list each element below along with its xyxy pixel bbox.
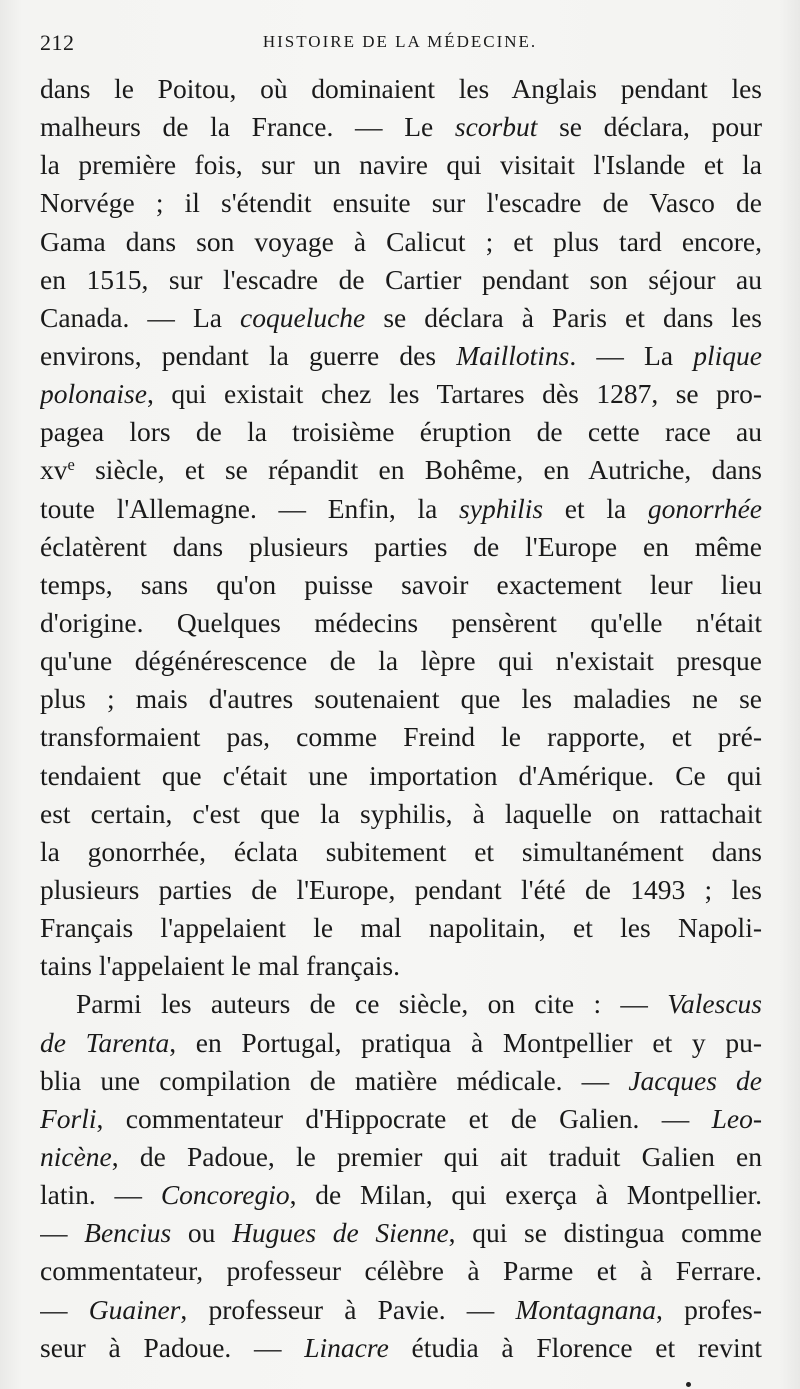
print-speck bbox=[686, 1382, 691, 1387]
running-header bbox=[40, 30, 760, 58]
text-run: la première fois, sur un navire qui visitait l'Islande et la bbox=[40, 149, 762, 181]
text-line bbox=[40, 299, 762, 337]
text-run: en 1515, sur l'escadre de Cartier pendant son séjour au bbox=[40, 263, 762, 295]
text-run: se déclara, pour bbox=[537, 111, 762, 143]
page-number: 212 bbox=[40, 30, 75, 55]
text-run: Gama dans son voyage à Calicut ; et plus tard encore, bbox=[40, 225, 762, 257]
text-line bbox=[40, 718, 762, 756]
text-run: toute l'Allemagne. — Enfin, la bbox=[40, 492, 460, 524]
text-run: , professeur à Pavie. — bbox=[180, 1293, 516, 1325]
text-run: latin. — bbox=[40, 1179, 161, 1211]
text-run: éclatèrent dans plusieurs parties de l'Europe en même bbox=[40, 530, 762, 562]
italic-term: Concoregio bbox=[160, 1179, 290, 1211]
text-line bbox=[40, 680, 762, 718]
text-run: blia une compilation de matière médicale. — bbox=[40, 1064, 629, 1096]
body-text bbox=[40, 70, 762, 1367]
text-run: qu'une dégénérescence de la lèpre qui n'existait presque bbox=[40, 645, 762, 677]
text-run: , commentateur d'Hippocrate et de Galien. — bbox=[96, 1102, 712, 1134]
text-run: est certain, c'est que la syphilis, à laquelle on rattachait bbox=[40, 797, 762, 829]
italic-term: scorbut bbox=[454, 111, 538, 143]
text-run: seur à Padoue. — bbox=[40, 1331, 305, 1363]
text-run: — bbox=[40, 1293, 89, 1325]
text-run: pagea lors de la troisième éruption de cette race au bbox=[40, 416, 762, 448]
text-run: dans le Poitou, où dominaient les Anglais pendant les bbox=[40, 73, 762, 104]
text-run: environs, pendant la guerre des bbox=[40, 339, 457, 371]
text-line bbox=[40, 1291, 762, 1329]
italic-term: gonorrhée bbox=[647, 492, 762, 524]
text-line bbox=[40, 375, 762, 413]
text-run: xv bbox=[40, 454, 68, 486]
text-run: siècle, et se répandit en Bohême, en Autriche, dans bbox=[74, 454, 762, 486]
text-line bbox=[40, 871, 762, 909]
italic-term: polonaise bbox=[40, 378, 147, 410]
text-run: , en Portugal, pratiqua à Montpellier et y pu- bbox=[169, 1026, 762, 1058]
italic-term: Forli bbox=[40, 1102, 97, 1134]
text-line bbox=[40, 604, 762, 642]
text-run: d'origine. Quelques médecins pensèrent qu'elle n'était bbox=[40, 606, 762, 638]
italic-term: plique bbox=[693, 339, 762, 371]
text-line bbox=[40, 795, 762, 833]
text-line bbox=[40, 108, 762, 146]
running-title: HISTOIRE DE LA MÉDECINE. bbox=[262, 32, 538, 51]
text-line bbox=[40, 490, 762, 528]
italic-term: Hugues de Sienne bbox=[232, 1217, 449, 1249]
text-line bbox=[40, 1100, 762, 1138]
italic-term: Valescus bbox=[667, 988, 762, 1020]
text-line bbox=[40, 909, 762, 947]
text-line bbox=[40, 146, 762, 184]
italic-term: Leo- bbox=[711, 1102, 762, 1134]
italic-term: Montagnana bbox=[515, 1293, 657, 1325]
text-line bbox=[40, 642, 762, 680]
text-run: plus ; mais d'autres soutenaient que les maladies ne se bbox=[40, 683, 762, 715]
text-run: , qui se distingua comme bbox=[448, 1217, 762, 1249]
italic-term: Jacques de bbox=[628, 1064, 762, 1096]
text-line bbox=[40, 985, 762, 1023]
italic-term: nicène bbox=[40, 1140, 112, 1172]
text-run: temps, sans qu'on puisse savoir exactement leur lieu bbox=[40, 568, 762, 600]
italic-term: coqueluche bbox=[240, 301, 366, 333]
text-line bbox=[40, 947, 762, 985]
text-line bbox=[40, 70, 762, 108]
text-line bbox=[40, 1329, 762, 1367]
text-run: Canada. — La bbox=[40, 301, 241, 333]
text-run: . — La bbox=[569, 339, 694, 371]
text-run: Norvége ; il s'étendit ensuite sur l'escadre de Vasco de bbox=[40, 187, 762, 219]
text-line bbox=[40, 1138, 762, 1176]
text-run: tendaient que c'était une importation d'Amérique. Ce qui bbox=[40, 759, 762, 791]
text-run: se déclara à Paris et dans les bbox=[365, 301, 762, 333]
text-line bbox=[40, 223, 762, 261]
text-line bbox=[40, 261, 762, 299]
text-run: Français l'appelaient le mal napolitain, et les Napoli- bbox=[40, 912, 762, 944]
text-run: plusieurs parties de l'Europe, pendant l'été de 1493 ; les bbox=[40, 873, 762, 905]
italic-term: Bencius bbox=[84, 1217, 172, 1249]
italic-term: Guainer bbox=[88, 1293, 181, 1325]
text-line bbox=[40, 1062, 762, 1100]
text-run: — bbox=[40, 1217, 85, 1249]
text-run: tains l'appelaient le mal français. bbox=[40, 950, 401, 982]
text-run: la gonorrhée, éclata subitement et simultanément dans bbox=[40, 835, 762, 867]
text-run: malheurs de la France. — Le bbox=[40, 111, 455, 143]
text-run: Parmi les auteurs de ce siècle, on cite : — bbox=[76, 988, 668, 1020]
text-line bbox=[40, 1176, 762, 1214]
text-run: , de Milan, qui exerça à Montpellier. bbox=[289, 1179, 762, 1211]
italic-term: syphilis bbox=[459, 492, 544, 524]
text-line bbox=[40, 451, 762, 489]
text-run: et la bbox=[543, 492, 648, 524]
text-run: , qui existait chez les Tartares dès 1287, se pro- bbox=[146, 378, 762, 410]
text-run: commentateur, professeur célèbre à Parme et à Ferrare. bbox=[40, 1255, 762, 1287]
text-line bbox=[40, 184, 762, 222]
text-line bbox=[40, 833, 762, 871]
italic-term: Linacre bbox=[304, 1331, 389, 1363]
text-line bbox=[40, 528, 762, 566]
text-line bbox=[40, 1024, 762, 1062]
text-run: ou bbox=[171, 1217, 233, 1249]
text-line bbox=[40, 337, 762, 375]
text-run: , de Padoue, le premier qui ait traduit Galien en bbox=[111, 1140, 762, 1172]
superscript: e bbox=[67, 455, 75, 475]
italic-term: Maillotins bbox=[456, 339, 570, 371]
text-run: transformaient pas, comme Freind le rapporte, et pré- bbox=[40, 721, 762, 753]
text-line bbox=[40, 413, 762, 451]
text-run: , profes- bbox=[656, 1293, 762, 1325]
text-line bbox=[40, 566, 762, 604]
text-line bbox=[40, 1252, 762, 1290]
italic-term: de Tarenta bbox=[40, 1026, 170, 1058]
text-run: étudia à Florence et revint bbox=[388, 1331, 762, 1363]
text-line bbox=[40, 1214, 762, 1252]
text-line bbox=[40, 757, 762, 795]
